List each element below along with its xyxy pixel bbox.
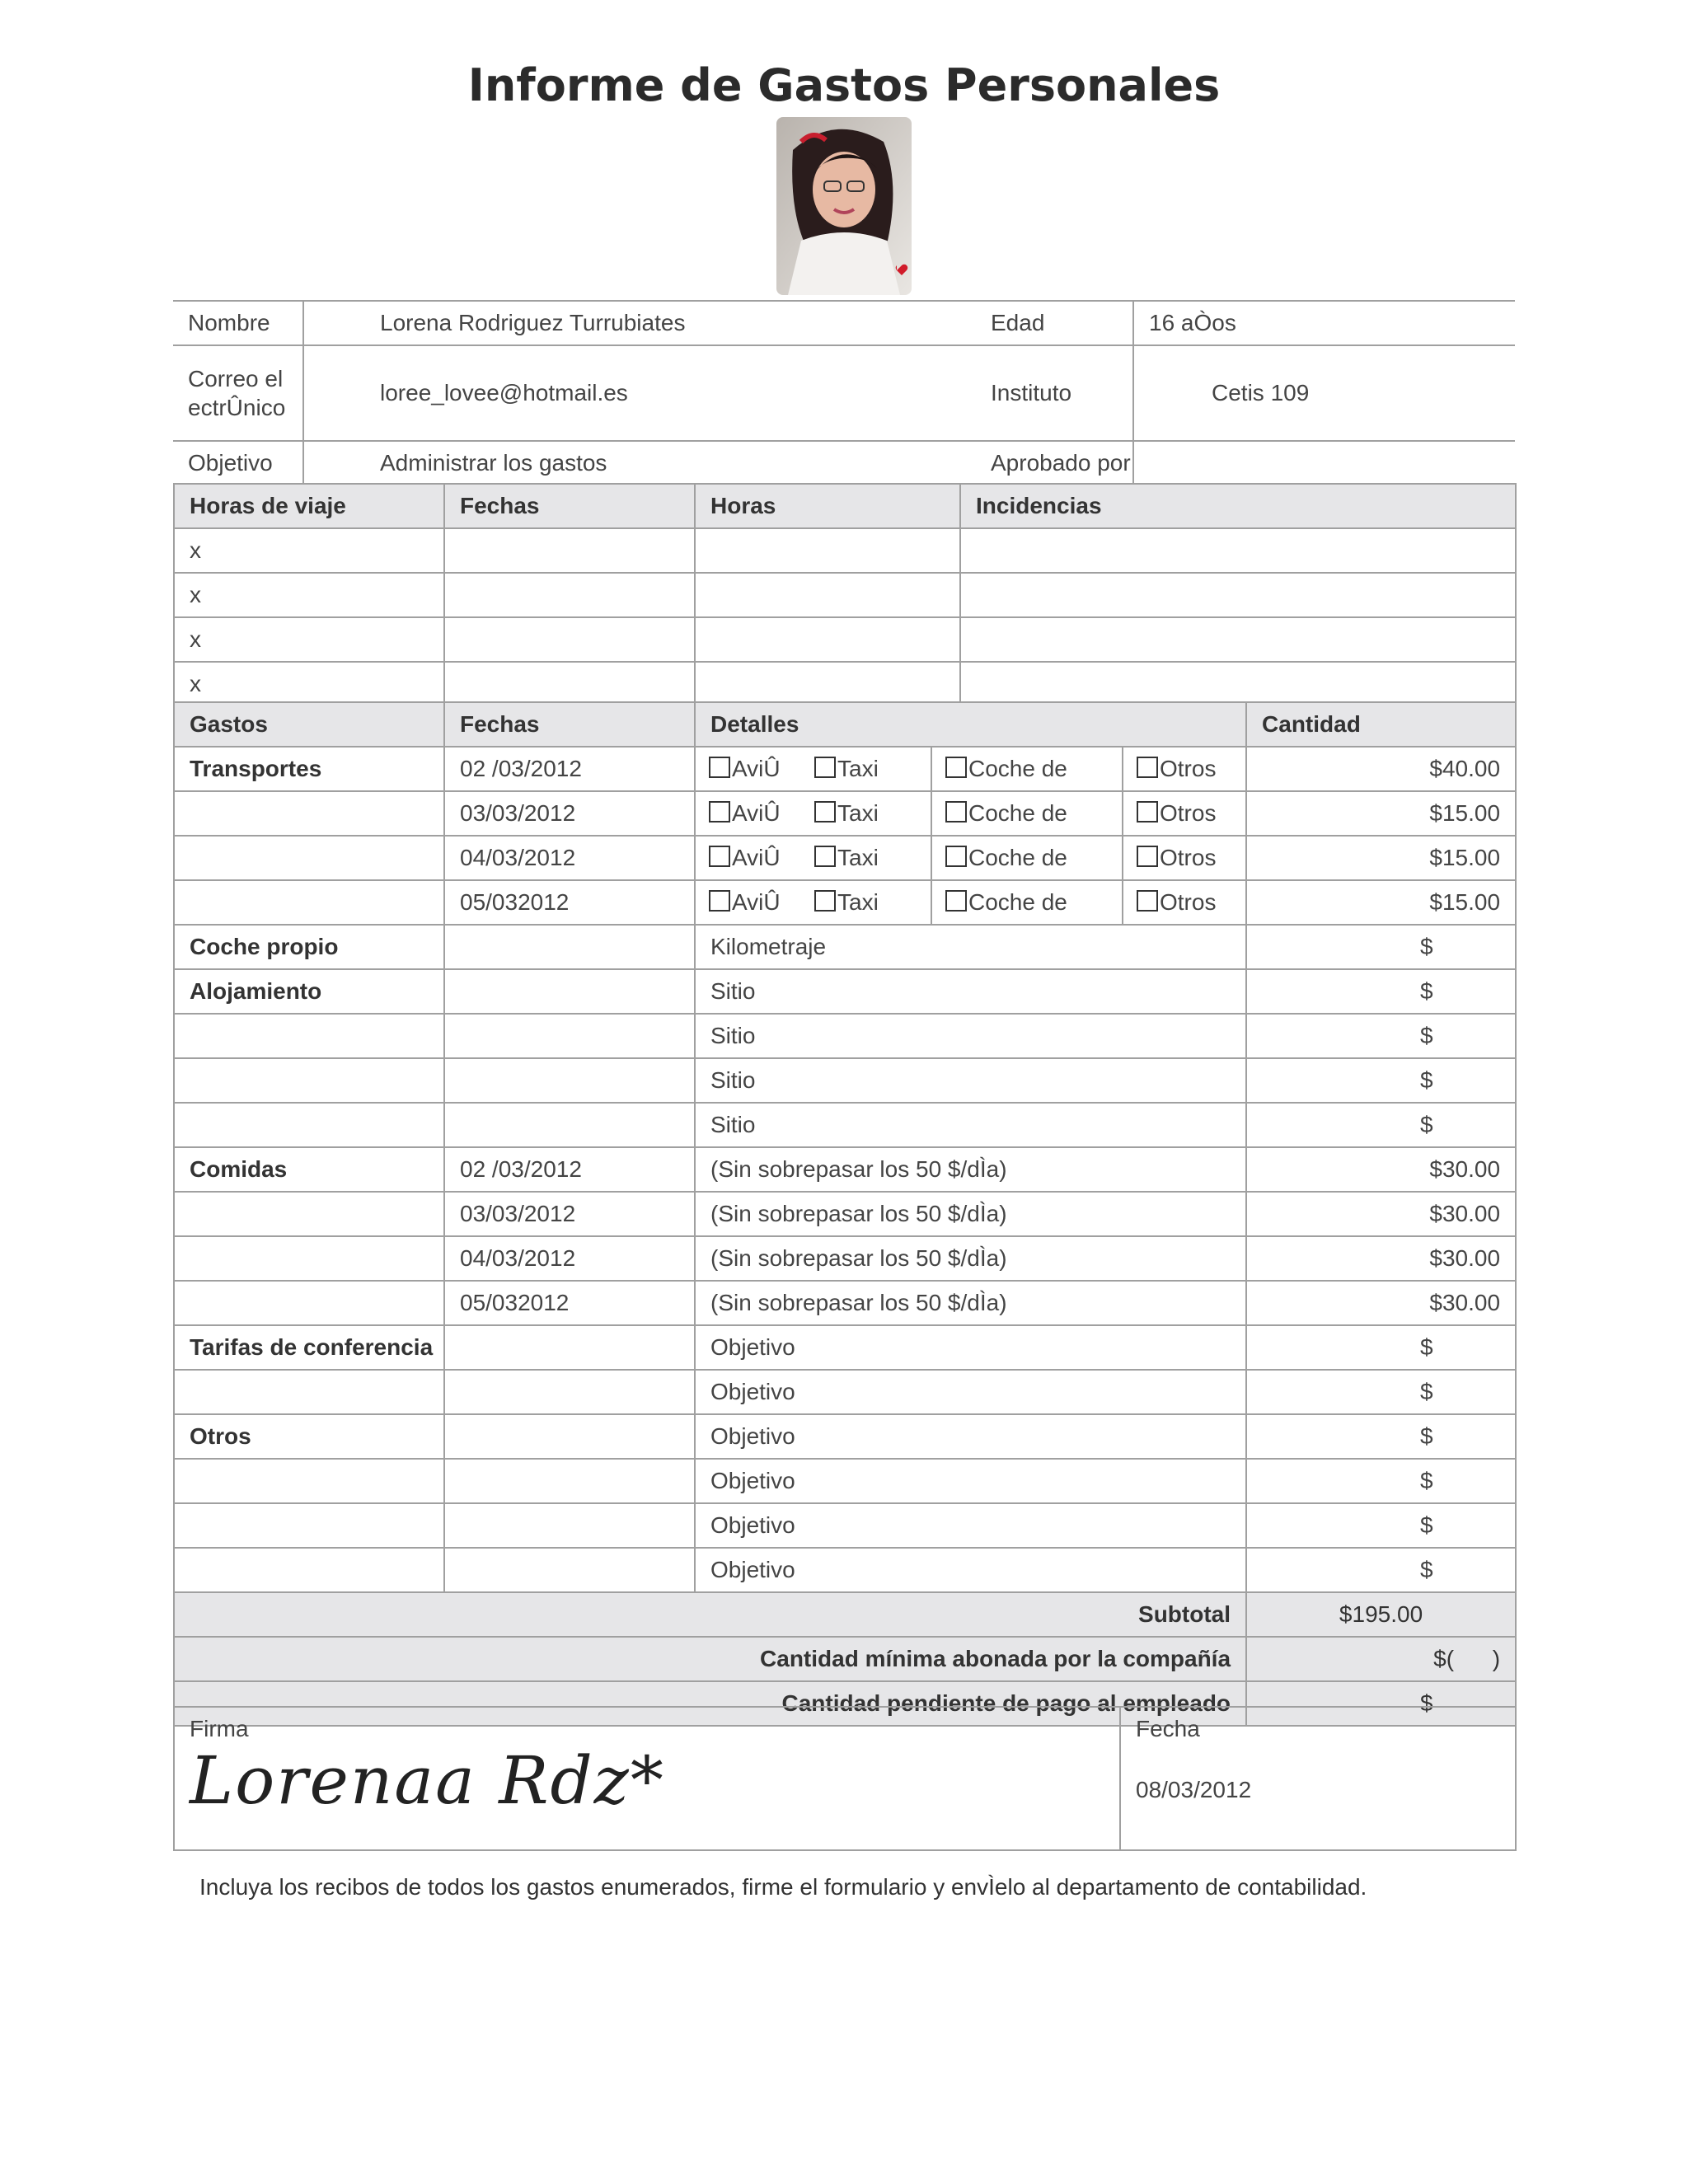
travel-incidencias-cell[interactable] (960, 573, 1516, 617)
expense-cantidad[interactable]: $ (1246, 1459, 1516, 1503)
checkbox[interactable] (709, 890, 730, 912)
transport-option-label: Coche de (968, 756, 1067, 781)
firma-label: Firma (190, 1716, 249, 1741)
expense-cantidad[interactable]: $30.00 (1246, 1147, 1516, 1192)
expense-fecha[interactable] (444, 1103, 695, 1147)
expense-category: Otros (174, 1414, 444, 1459)
page-title: Informe de Gastos Personales (467, 59, 1221, 111)
expense-category: Tarifas de conferencia (174, 1325, 444, 1370)
footnote: Incluya los recibos de todos los gastos enumerados, firme el formulario y envÌelo al departamento de contabilidad. (199, 1874, 1367, 1900)
table-row (174, 836, 1516, 880)
nombre-value[interactable]: Lorena Rodriguez Turrubiates (303, 301, 976, 345)
table-row (174, 1503, 1516, 1548)
transport-option[interactable] (931, 880, 1123, 925)
checkbox[interactable] (1137, 757, 1158, 778)
expense-category (174, 1459, 444, 1503)
expense-fecha[interactable] (444, 1503, 695, 1548)
expense-category: Coche propio (174, 925, 444, 969)
aprobado-label: Aprobado por (976, 441, 1133, 485)
transport-option-label: Taxi (837, 889, 879, 915)
travel-horas-cell[interactable] (695, 617, 960, 662)
transport-option[interactable] (695, 791, 801, 836)
checkbox[interactable] (945, 890, 967, 912)
objetivo-label: Objetivo (173, 441, 303, 485)
expense-category (174, 880, 444, 925)
travel-incidencias-cell[interactable] (960, 528, 1516, 573)
company-paid-value[interactable]: $( ) (1246, 1637, 1516, 1681)
expense-cantidad[interactable]: $ (1246, 1503, 1516, 1548)
expense-detalle[interactable]: (Sin sobrepasar los 50 $/dÌa) (695, 1147, 1246, 1192)
fecha-value: 08/03/2012 (1136, 1777, 1252, 1802)
travel-row-mark: x (174, 573, 444, 617)
transport-option-label: AviÛ (732, 800, 781, 826)
expense-detalle[interactable]: Objetivo (695, 1503, 1246, 1548)
table-row (174, 1414, 1516, 1459)
expenses-header-cantidad: Cantidad (1246, 702, 1516, 747)
subtotal-label: Subtotal (174, 1592, 1246, 1637)
pending-payment-label: Cantidad pendiente de pago al empleado (174, 1681, 1246, 1726)
expense-fecha[interactable]: 03/03/2012 (444, 791, 695, 836)
table-row (174, 1103, 1516, 1147)
table-row (174, 1236, 1516, 1281)
transport-option[interactable] (695, 747, 801, 791)
checkbox[interactable] (945, 846, 967, 867)
table-row (174, 747, 1516, 791)
table-row (174, 880, 1516, 925)
travel-horas-cell[interactable] (695, 573, 960, 617)
transport-option[interactable] (801, 791, 931, 836)
correo-label: Correo electrÛnico (173, 345, 303, 441)
checkbox[interactable] (1137, 890, 1158, 912)
profile-photo (776, 117, 912, 295)
correo-value[interactable]: loree_lovee@hotmail.es (303, 345, 976, 441)
expense-category (174, 1058, 444, 1103)
transport-option-label: Coche de (968, 845, 1067, 870)
checkbox[interactable] (814, 890, 836, 912)
transport-option[interactable] (695, 836, 801, 880)
expenses-header-gastos: Gastos (174, 702, 444, 747)
instituto-value[interactable]: Cetis 109 (1133, 345, 1515, 441)
travel-fecha-cell[interactable] (444, 573, 695, 617)
transport-option[interactable] (1123, 747, 1246, 791)
expense-cantidad[interactable]: $40.00 (1246, 747, 1516, 791)
expense-category (174, 1103, 444, 1147)
transport-option-label: Otros (1160, 889, 1217, 915)
table-row (174, 925, 1516, 969)
expenses-header-fechas: Fechas (444, 702, 695, 747)
travel-header-fechas: Fechas (444, 484, 695, 528)
expense-detalle[interactable]: Sitio (695, 1103, 1246, 1147)
personal-info-table (173, 300, 1515, 486)
table-row (174, 1548, 1516, 1592)
expense-category (174, 1236, 444, 1281)
transport-option[interactable] (695, 880, 801, 925)
transport-option-label: Taxi (837, 756, 879, 781)
expense-fecha[interactable] (444, 1325, 695, 1370)
checkbox[interactable] (1137, 846, 1158, 867)
expense-fecha[interactable]: 03/03/2012 (444, 1192, 695, 1236)
table-row (174, 1192, 1516, 1236)
expense-fecha[interactable]: 04/03/2012 (444, 1236, 695, 1281)
expense-cantidad[interactable]: $ (1246, 1548, 1516, 1592)
expense-fecha[interactable] (444, 969, 695, 1014)
travel-row-mark: x (174, 662, 444, 706)
expense-cantidad[interactable]: $ (1246, 969, 1516, 1014)
transport-option[interactable] (801, 836, 931, 880)
expenses-table (173, 701, 1517, 1727)
expense-detalle[interactable]: Sitio (695, 969, 1246, 1014)
table-row (174, 528, 1516, 573)
expense-fecha[interactable] (444, 1459, 695, 1503)
expense-cantidad[interactable]: $30.00 (1246, 1192, 1516, 1236)
travel-header-horas-viaje: Horas de viaje (174, 484, 444, 528)
table-row (174, 573, 1516, 617)
expense-detalle[interactable]: Sitio (695, 1058, 1246, 1103)
expenses-header-detalles: Detalles (695, 702, 1246, 747)
transport-option[interactable] (931, 791, 1123, 836)
expense-fecha[interactable]: 02 /03/2012 (444, 747, 695, 791)
expense-fecha[interactable] (444, 1548, 695, 1592)
expense-cantidad[interactable]: $ (1246, 1103, 1516, 1147)
checkbox[interactable] (709, 757, 730, 778)
expense-cantidad[interactable]: $ (1246, 1014, 1516, 1058)
profile-photo-image (776, 117, 912, 295)
expense-category (174, 791, 444, 836)
travel-row-mark: x (174, 617, 444, 662)
transport-option-label: Otros (1160, 845, 1217, 870)
table-row (174, 662, 1516, 706)
table-row (174, 1147, 1516, 1192)
expense-cantidad[interactable]: $ (1246, 1370, 1516, 1414)
expense-category (174, 1014, 444, 1058)
expense-cantidad[interactable]: $ (1246, 1058, 1516, 1103)
expense-cantidad[interactable]: $15.00 (1246, 836, 1516, 880)
expense-detalle[interactable]: Objetivo (695, 1325, 1246, 1370)
transport-option[interactable] (1123, 836, 1246, 880)
checkbox[interactable] (945, 757, 967, 778)
travel-horas-cell[interactable] (695, 662, 960, 706)
travel-fecha-cell[interactable] (444, 617, 695, 662)
expense-detalle[interactable]: Objetivo (695, 1459, 1246, 1503)
table-row (174, 1325, 1516, 1370)
expense-fecha[interactable] (444, 1058, 695, 1103)
pending-payment-value[interactable]: $ (1246, 1681, 1516, 1726)
transport-option-label: AviÛ (732, 889, 781, 915)
expense-category (174, 1192, 444, 1236)
expense-detalle[interactable]: Kilometraje (695, 925, 1246, 969)
expense-fecha[interactable]: 02 /03/2012 (444, 1147, 695, 1192)
checkbox[interactable] (814, 846, 836, 867)
travel-table (173, 483, 1517, 707)
checkbox[interactable] (1137, 801, 1158, 823)
table-row (174, 1370, 1516, 1414)
transport-option-label: Otros (1160, 756, 1217, 781)
expense-cantidad[interactable]: $ (1246, 925, 1516, 969)
expense-detalle[interactable]: (Sin sobrepasar los 50 $/dÌa) (695, 1192, 1246, 1236)
expense-detalle[interactable]: Objetivo (695, 1548, 1246, 1592)
fecha-box[interactable] (1120, 1707, 1516, 1850)
expense-cantidad[interactable]: $ (1246, 1325, 1516, 1370)
expense-cantidad[interactable]: $30.00 (1246, 1236, 1516, 1281)
checkbox[interactable] (814, 801, 836, 823)
transport-option[interactable] (1123, 791, 1246, 836)
expense-category (174, 1281, 444, 1325)
expense-category: Alojamiento (174, 969, 444, 1014)
checkbox[interactable] (945, 801, 967, 823)
edad-label: Edad (976, 301, 1133, 345)
subtotal-value: $195.00 (1246, 1592, 1516, 1637)
transport-option-label: Taxi (837, 845, 879, 870)
transport-option[interactable] (801, 747, 931, 791)
table-row (174, 969, 1516, 1014)
edad-value[interactable]: 16 aÒos (1133, 301, 1515, 345)
expense-fecha[interactable]: 05/032012 (444, 1281, 695, 1325)
expense-category (174, 1548, 444, 1592)
objetivo-value[interactable]: Administrar los gastos (303, 441, 976, 485)
table-row (174, 791, 1516, 836)
expense-category (174, 1370, 444, 1414)
transport-option-label: AviÛ (732, 756, 781, 781)
expense-cantidad[interactable]: $ (1246, 1414, 1516, 1459)
transport-option[interactable] (931, 747, 1123, 791)
table-row (174, 1014, 1516, 1058)
expense-cantidad[interactable]: $15.00 (1246, 791, 1516, 836)
transport-option[interactable] (1123, 880, 1246, 925)
travel-row-mark: x (174, 528, 444, 573)
travel-incidencias-cell[interactable] (960, 617, 1516, 662)
transport-option[interactable] (801, 880, 931, 925)
signature-table (173, 1706, 1517, 1851)
expense-detalle[interactable]: Sitio (695, 1014, 1246, 1058)
checkbox[interactable] (709, 846, 730, 867)
firma-box[interactable] (174, 1707, 1120, 1850)
table-row (174, 617, 1516, 662)
transport-option-label: Coche de (968, 889, 1067, 915)
checkbox[interactable] (814, 757, 836, 778)
expense-fecha[interactable] (444, 1014, 695, 1058)
expense-detalle[interactable]: Objetivo (695, 1414, 1246, 1459)
expense-fecha[interactable] (444, 1414, 695, 1459)
fecha-label: Fecha (1136, 1716, 1200, 1741)
transport-option-label: Otros (1160, 800, 1217, 826)
expense-cantidad[interactable]: $30.00 (1246, 1281, 1516, 1325)
table-row (174, 1459, 1516, 1503)
travel-fecha-cell[interactable] (444, 662, 695, 706)
expense-detalle[interactable]: (Sin sobrepasar los 50 $/dÌa) (695, 1281, 1246, 1325)
expense-detalle[interactable]: Objetivo (695, 1370, 1246, 1414)
expense-category: Transportes (174, 747, 444, 791)
expense-fecha[interactable] (444, 925, 695, 969)
expense-fecha[interactable]: 04/03/2012 (444, 836, 695, 880)
expense-cantidad[interactable]: $15.00 (1246, 880, 1516, 925)
company-paid-label: Cantidad mínima abonada por la compañía (174, 1637, 1246, 1681)
travel-fecha-cell[interactable] (444, 528, 695, 573)
expense-fecha[interactable] (444, 1370, 695, 1414)
expense-category (174, 1503, 444, 1548)
travel-incidencias-cell[interactable] (960, 662, 1516, 706)
aprobado-value[interactable] (1133, 441, 1515, 485)
travel-header-horas: Horas (695, 484, 960, 528)
expense-detalle[interactable]: (Sin sobrepasar los 50 $/dÌa) (695, 1236, 1246, 1281)
signature: Lorenaa Rdz* (190, 1742, 665, 1819)
instituto-label: Instituto (976, 345, 1133, 441)
expense-category (174, 836, 444, 880)
transport-option-label: AviÛ (732, 845, 781, 870)
travel-horas-cell[interactable] (695, 528, 960, 573)
transport-option-label: Taxi (837, 800, 879, 826)
travel-header-incidencias: Incidencias (960, 484, 1516, 528)
expense-fecha[interactable]: 05/032012 (444, 880, 695, 925)
transport-option[interactable] (931, 836, 1123, 880)
expense-category: Comidas (174, 1147, 444, 1192)
checkbox[interactable] (709, 801, 730, 823)
table-row (174, 1281, 1516, 1325)
transport-option-label: Coche de (968, 800, 1067, 826)
nombre-label: Nombre (173, 301, 303, 345)
table-row (174, 1058, 1516, 1103)
